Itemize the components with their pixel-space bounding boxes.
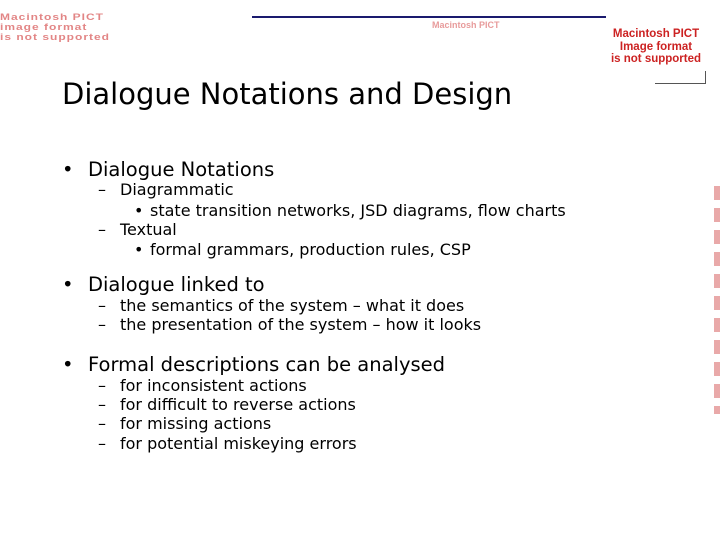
list-item: the presentation of the system – how it looks <box>120 315 482 334</box>
section-bullet <box>62 273 74 297</box>
section-bullet <box>62 158 74 182</box>
slide-title: Dialogue Notations and Design <box>62 77 513 111</box>
item-marker: – <box>98 414 106 433</box>
item-marker: – <box>98 315 106 334</box>
item-marker: – <box>98 434 106 453</box>
right-edge-fragment <box>714 186 720 414</box>
section-bullet <box>62 353 74 377</box>
corner-bracket <box>655 71 706 84</box>
subitem-marker: • <box>134 201 144 220</box>
list-item: Textual <box>120 220 177 239</box>
item-marker: – <box>98 180 106 199</box>
list-item: the semantics of the system – what it does <box>120 296 465 315</box>
list-item: for inconsistent actions <box>120 376 307 395</box>
pict-placeholder-top-right <box>592 28 720 66</box>
sub-list-item: state transition networks, JSD diagrams, flow charts <box>150 201 566 220</box>
pict-text-line: Macintosh PICT <box>0 11 105 22</box>
pict-text-line: image format <box>0 21 88 32</box>
pict-text-line: is not supported <box>0 31 110 42</box>
item-marker: – <box>98 376 106 395</box>
section-heading: Dialogue Notations <box>88 158 275 181</box>
list-item: for difficult to reverse actions <box>120 395 356 414</box>
pict-placeholder-top-middle <box>432 13 562 30</box>
sub-list-item: formal grammars, production rules, CSP <box>150 240 471 259</box>
pict-text-line: Macintosh PICT <box>612 28 700 40</box>
section-heading: Formal descriptions can be analysed <box>88 353 446 376</box>
list-item: Diagrammatic <box>120 180 234 199</box>
item-marker: – <box>98 220 106 239</box>
bullet-marker: • <box>62 273 74 296</box>
pict-text-line: Image format <box>619 40 693 53</box>
pict-placeholder-top-left <box>0 13 250 43</box>
list-item: for potential miskeying errors <box>120 434 357 453</box>
bullet-marker: • <box>62 353 74 376</box>
pict-text-line: Macintosh PICT <box>432 20 500 30</box>
list-item: for missing actions <box>120 414 272 433</box>
bullet-marker: • <box>62 158 74 181</box>
section-heading: Dialogue linked to <box>88 273 265 296</box>
item-marker: – <box>98 395 106 414</box>
pict-text-line: is not supported <box>610 53 702 65</box>
item-marker: – <box>98 296 106 315</box>
subitem-marker: • <box>134 240 144 259</box>
